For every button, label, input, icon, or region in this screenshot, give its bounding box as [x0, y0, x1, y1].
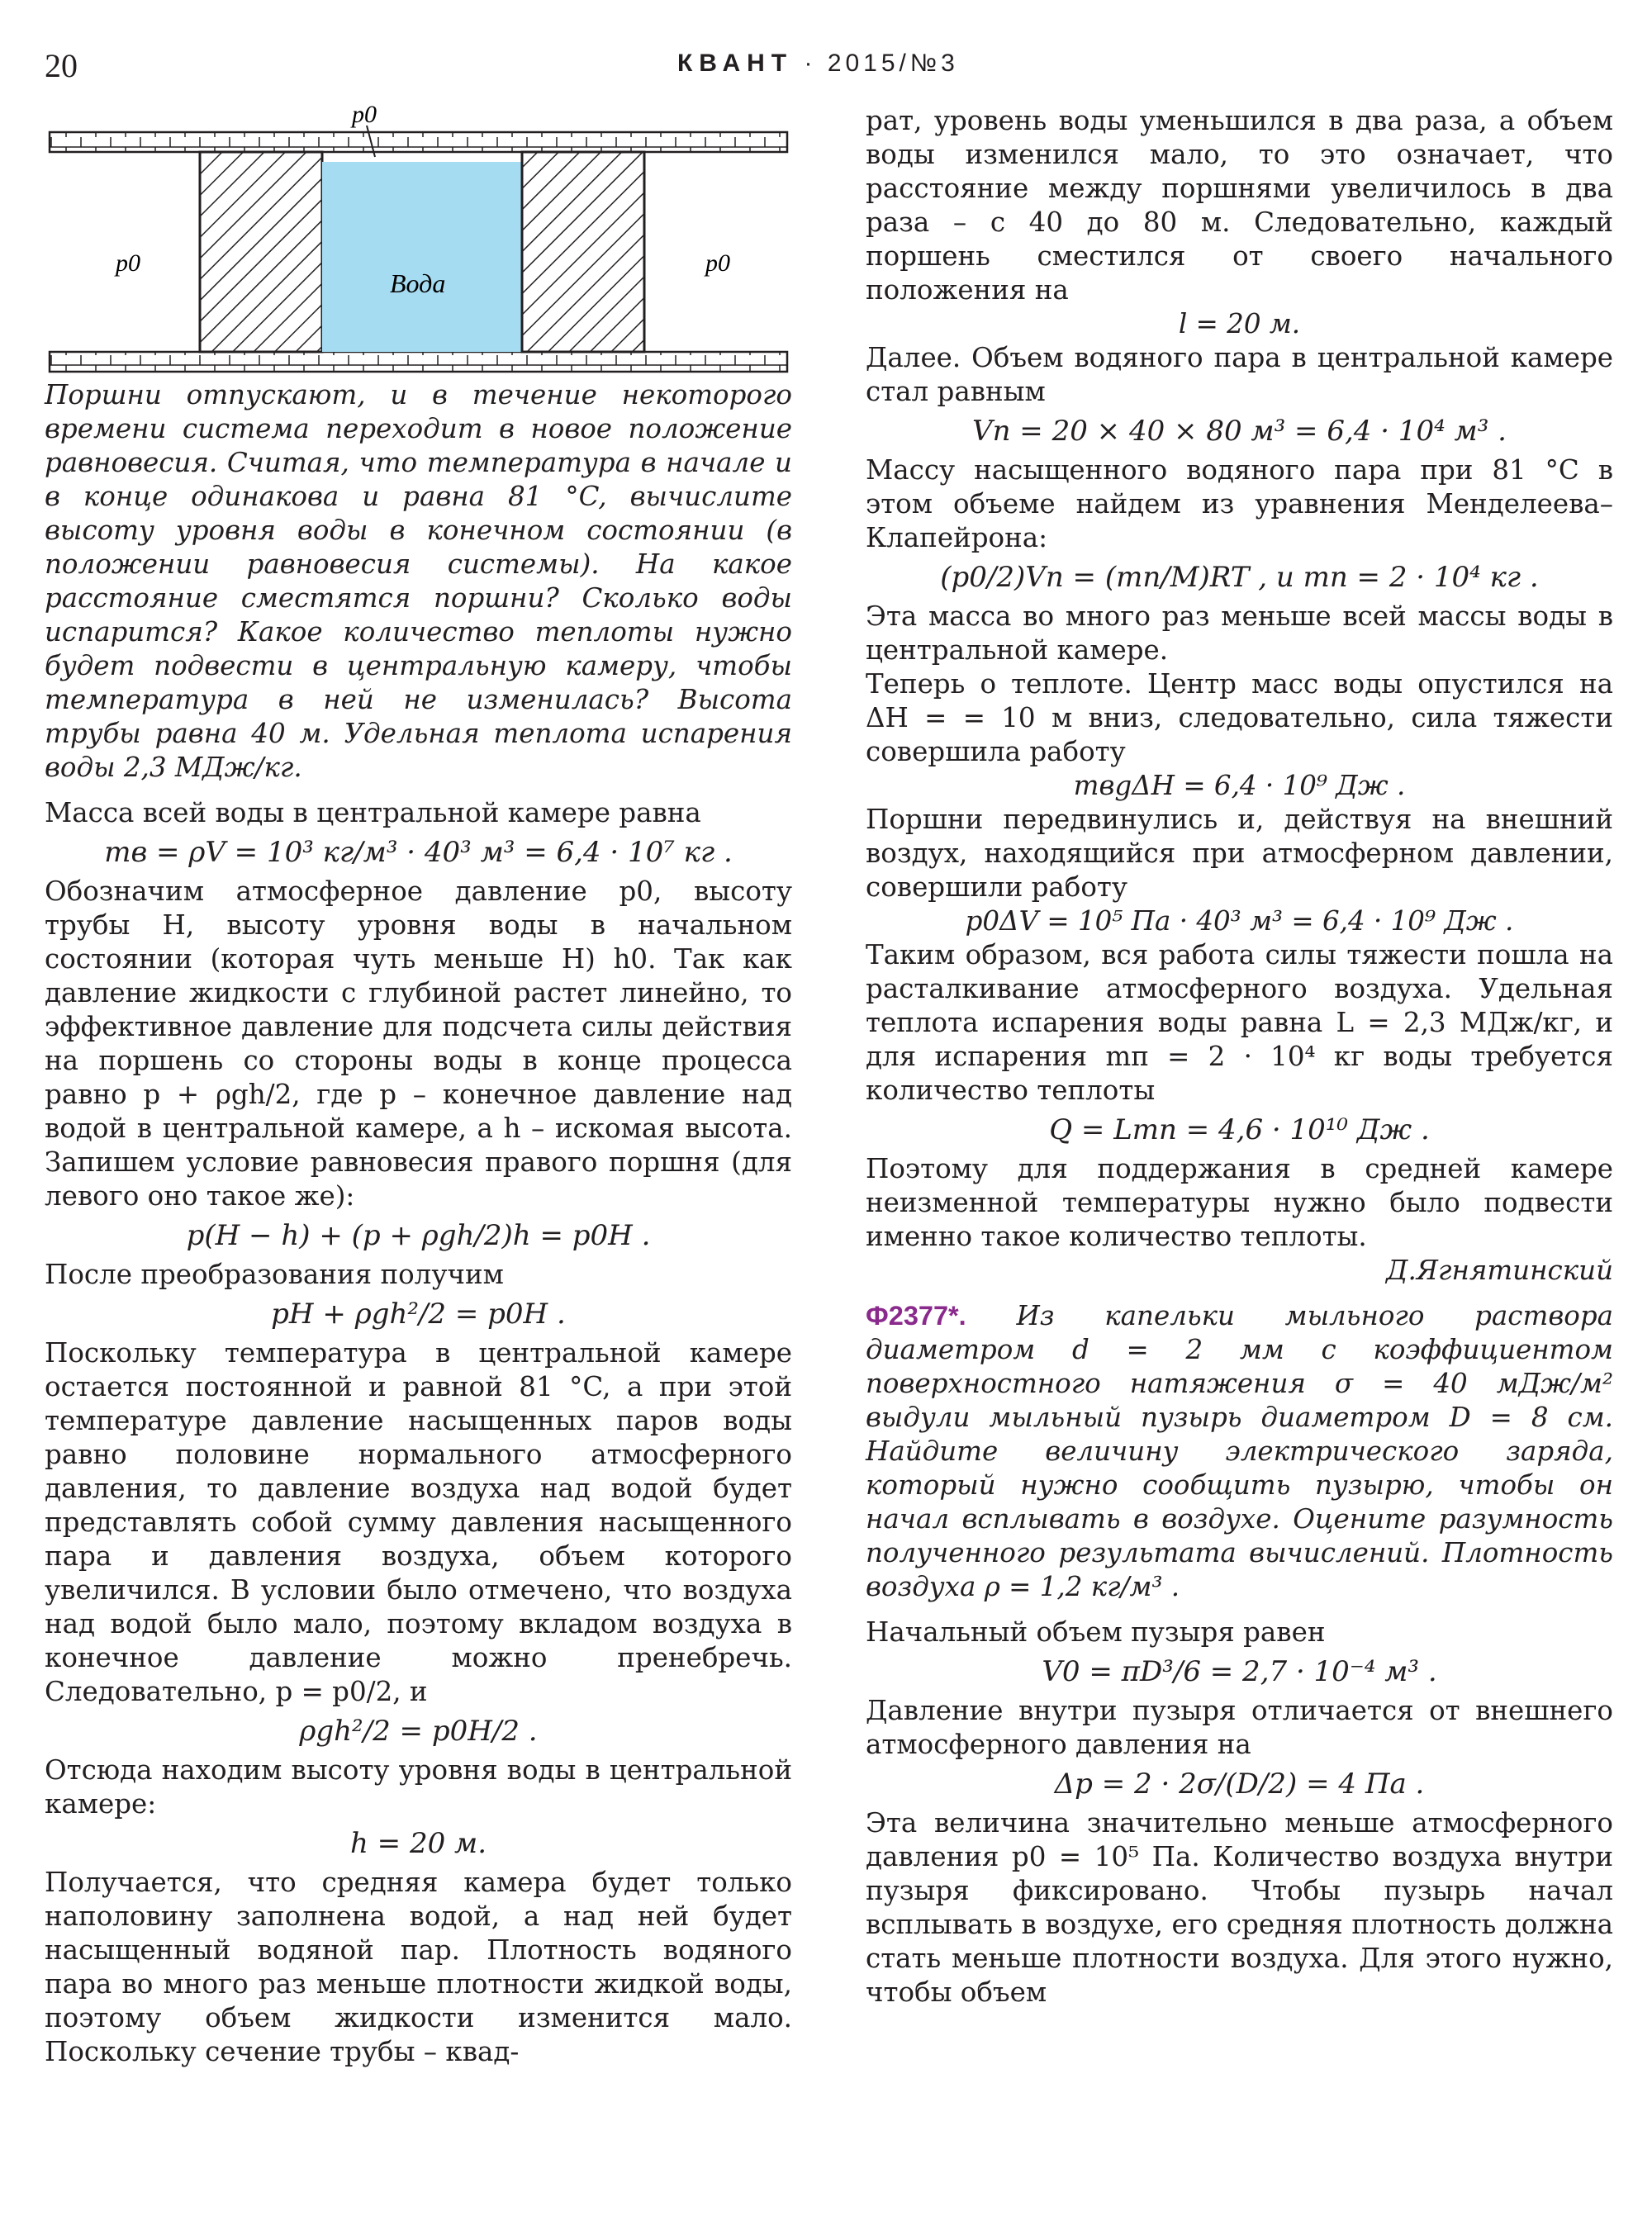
- problem-text: Из капельки мыльного раствора диаметром d = 2 мм с коэффициентом поверхностного натяжения σ = 40 мДж/м² выдули мыльный пузырь диаметром D = 8 см. Найдите величину электрического заряда, который нужно сообщить пузырю, чтобы он начал всплывать в воздухе. Оцените разумность полученного результата вычислений. Плотность воздуха ρ = 1,2 кг/м³ .: [866, 1300, 1613, 1602]
- formula: Vп = 20 × 40 × 80 м³ = 6,4 · 10⁴ м³ .: [972, 415, 1507, 448]
- formula: pH + ρgh²/2 = p0H .: [271, 1298, 566, 1331]
- paragraph: Эта масса во много раз меньше всей массы воды в центральной камере.: [866, 600, 1613, 666]
- water-chamber: [322, 162, 522, 352]
- left-column: [45, 378, 792, 2069]
- paragraph: Давление внутри пузыря отличается от внешнего атмосферного давления на: [866, 1695, 1613, 1760]
- right-column: [866, 104, 1613, 2010]
- problem-statement: [866, 1299, 1613, 1604]
- top-wall: [50, 132, 787, 152]
- formula: (p0/2)Vп = (mп/M)RT , и mп = 2 · 10⁴ кг .: [940, 561, 1539, 594]
- bottom-wall: [50, 352, 787, 372]
- formula: mв = ρV = 10³ кг/м³ · 40³ м³ = 6,4 · 10⁷ кг .: [104, 836, 733, 869]
- paragraph: Таким образом, вся работа силы тяжести пошла на расталкивание атмосферного воздуха. Удельная теплота испарения воды равна L = 2,3 МДж/кг, и для испарения mп = 2 · 10⁴ кг воды требуется количество теплоты: [866, 939, 1613, 1106]
- formula: Q = Lmп = 4,6 · 10¹⁰ Дж .: [1049, 1113, 1430, 1146]
- magazine-title: КВАНТ: [677, 50, 794, 77]
- formula: l = 20 м.: [1178, 308, 1301, 339]
- paragraph: Поэтому для поддержания в средней камере неизменной температуры нужно было подвести именно такое количество теплоты.: [866, 1153, 1613, 1252]
- right-piston: [522, 152, 644, 352]
- paragraph: Далее. Объем водяного пара в центральной камере стал равным: [866, 342, 1613, 407]
- paragraph: Эта величина значительно меньше атмосферного давления p0 = 10⁵ Па. Количество воздуха внутри пузыря фиксировано. Чтобы пузырь начал всплывать в воздухе, его средняя плотность должна стать меньше плотности воздуха. Для этого нужно, чтобы объем: [866, 1807, 1613, 2008]
- paragraph: Масса всей воды в центральной камере равна: [45, 797, 701, 828]
- formula: p0ΔV = 10⁵ Па · 40³ м³ = 6,4 · 10⁹ Дж .: [965, 905, 1514, 937]
- paragraph: рат, уровень воды уменьшился в два раза, а объем воды изменился мало, то это означает, что расстояние между поршнями увеличилось в два раза – с 40 до 80 м. Следовательно, каждый поршень сместился от своего начального положения на: [866, 105, 1613, 306]
- formula: V0 = πD³/6 = 2,7 · 10⁻⁴ м³ .: [1042, 1655, 1437, 1688]
- p0-top-label: p0: [352, 101, 377, 128]
- formula: h = 20 м.: [349, 1827, 487, 1860]
- issue-number: 2015/№3: [827, 50, 959, 77]
- page-number: 20: [45, 47, 78, 84]
- paragraph: Поршни передвинулись и, действуя на внешний воздух, находящийся при атмосферном давлении, совершили работу: [866, 804, 1613, 903]
- paragraph: После преобразования получим: [45, 1259, 504, 1290]
- formula: ρgh²/2 = p0H/2 .: [299, 1715, 538, 1748]
- p0-left-label: p0: [116, 249, 140, 277]
- paragraph: Обозначим атмосферное давление p0, высоту трубы H, высоту уровня воды в начальном состоянии (которая чуть меньше H) h0. Так как давление жидкости с глубиной растет линейно, то эффективное давление для подсчета силы действия на поршень со стороны воды в конце процесса равно p + ρgh/2, где p – конечное давление над водой в центральной камере, а h – искомая высота. Запишем условие равновесия правого поршня (для левого оно такое же):: [45, 875, 792, 1212]
- formula: p(H − h) + (p + ρgh/2)h = p0H .: [186, 1219, 651, 1252]
- paragraph: Поскольку температура в центральной камере остается постоянной и равной 81 °C, а при этой температуре давление насыщенных паров воды равно половине нормального атмосферного давления, то давление воздуха над водой будет представлять собой сумму давления насыщенного пара и давления воздуха, объем которого увеличился. В условии было отмечено, что воздуха над водой было мало, поэтому вкладом воздуха в конечное давление можно пренебречь. Следовательно, p = p0/2, и: [45, 1337, 792, 1707]
- left-piston: [200, 152, 322, 352]
- paragraph: Теперь о теплоте. Центр масс воды опустился на ΔH = = 10 м вниз, следовательно, сила тяжести совершила работу: [866, 668, 1613, 767]
- paragraph: Массу насыщенного водяного пара при 81 °C в этом объеме найдем из уравнения Менделеева–Клапейрона:: [866, 454, 1613, 553]
- author-signature: Д.Ягнятинский: [1386, 1255, 1613, 1286]
- p0-right-label: p0: [705, 249, 730, 277]
- running-header: КВАНТ · 2015/№3: [677, 50, 959, 77]
- paragraph: Отсюда находим высоту уровня воды в центральной камере:: [45, 1754, 792, 1820]
- paragraph: Начальный объем пузыря равен: [866, 1616, 1326, 1648]
- piston-pipe-figure: [45, 97, 792, 374]
- formula: Δp = 2 · 2σ/(D/2) = 4 Па .: [1054, 1768, 1425, 1801]
- formula: mвgΔH = 6,4 · 10⁹ Дж .: [1073, 770, 1406, 801]
- water-label: Вода: [390, 268, 446, 298]
- paragraph: Получается, что средняя камера будет только наполовину заполнена водой, а над ней будет насыщенный водяной пар. Плотность водяного пара во много раз меньше плотности жидкой воды, поэтому объем жидкости изменится мало. Поскольку сечение трубы – квад-: [45, 1867, 792, 2067]
- task-statement-end: Поршни отпускают, и в течение некоторого времени система переходит в новое положение равновесия. Считая, что температура в начале и в конце одинакова и равна 81 °C, вычислите высоту уровня воды в конечном состоянии (в положении равновесия системы). На какое расстояние сместятся поршни? Сколько воды испарится? Какое количество теплоты нужно будет подвести в центральную камеру, чтобы температура в ней не изменилась? Высота трубы равна 40 м. Удельная теплота испарения воды 2,3 МДж/кг.: [45, 379, 792, 783]
- problem-label: Ф2377*.: [866, 1301, 966, 1331]
